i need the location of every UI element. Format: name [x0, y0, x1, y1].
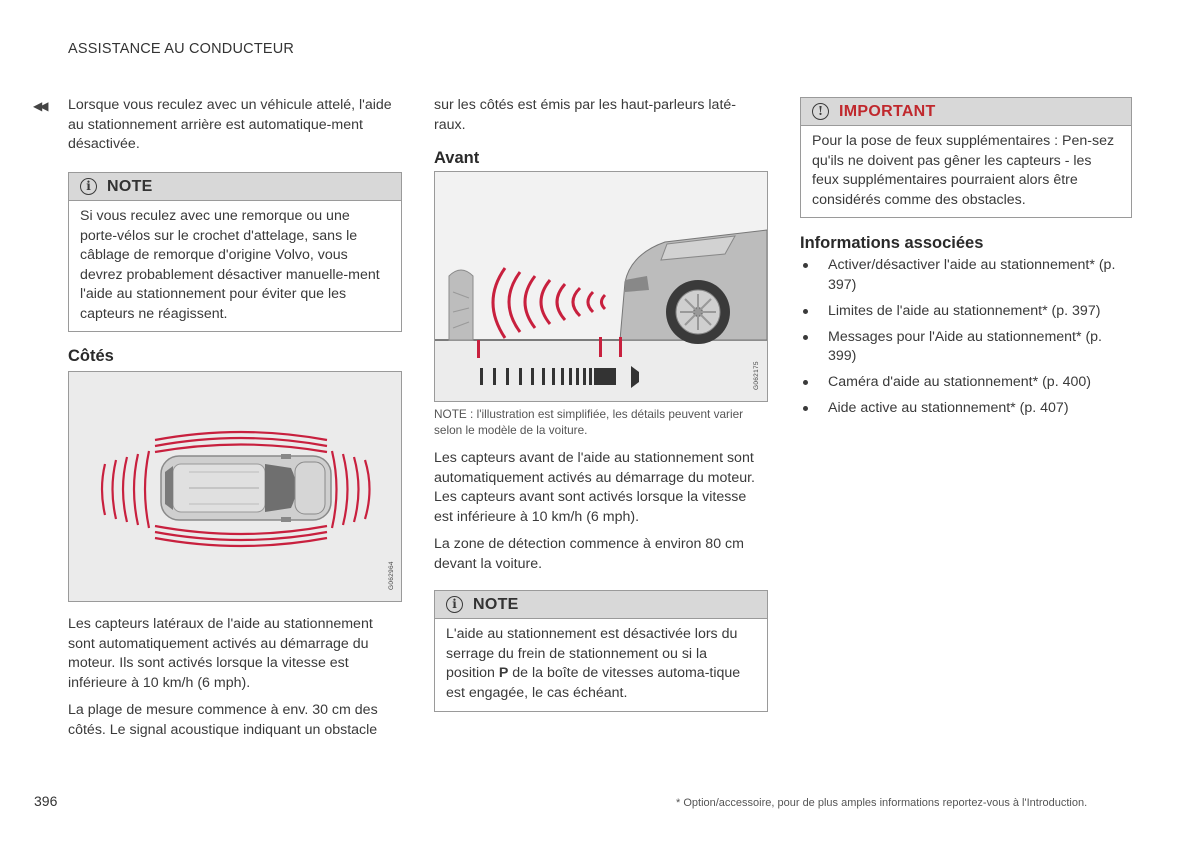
related-item[interactable]: Caméra d'aide au stationnement* (p. 400) [800, 373, 1130, 393]
note-header [69, 173, 401, 201]
note-title: NOTE [473, 595, 519, 613]
note-box-2 [434, 590, 768, 712]
note-text-after: de la boîte de vitesses automa-tique est engagée, le cas échéant. [446, 665, 741, 701]
figure-code: G062964 [388, 561, 395, 590]
heading-avant: Avant [434, 149, 480, 167]
back-arrows-icon: ◀◀ [33, 99, 46, 113]
info-icon: i [446, 596, 463, 613]
column-1 [68, 96, 400, 155]
column-2 [434, 96, 766, 135]
gear-position-p: P [498, 665, 509, 681]
side-sensors-paragraph: Les capteurs latéraux de l'aide au stationnement sont automatiquement activés au démarrage du moteur. Ils sont activés lorsque la vitesse est inférieure à 10 km/h (6 mph). [68, 616, 373, 691]
intro-paragraph: Lorsque vous reculez avec un véhicule attelé, l'aide au stationnement arrière est automatique-ment désactivée. [68, 97, 392, 152]
side-range-paragraph: La plage de mesure commence à env. 30 cm des côtés. Le signal acoustique indiquant un obstacle [68, 702, 378, 738]
figure-front-sensors [434, 171, 768, 402]
related-heading: Informations associées [800, 234, 984, 252]
section-header: ASSISTANCE AU CONDUCTEUR [68, 41, 295, 57]
heading-cotes: Côtés [68, 347, 114, 365]
note-title: NOTE [107, 177, 153, 195]
side-sensors-illustration [69, 372, 401, 601]
related-list [800, 256, 1130, 425]
important-box [800, 97, 1132, 218]
related-item[interactable]: Aide active au stationnement* (p. 407) [800, 399, 1130, 419]
important-title: IMPORTANT [839, 102, 936, 120]
front-range-paragraph: La zone de détection commence à environ 80 cm devant la voiture. [434, 536, 744, 572]
figure-caption: NOTE : l'illustration est simplifiée, les détails peuvent varier selon le modèle de la voiture. [434, 407, 744, 437]
page-number: 396 [34, 793, 58, 809]
front-sensors-paragraph: Les capteurs avant de l'aide au stationnement sont automatiquement activés au démarrage du moteur. Les capteurs avant sont activés lorsque la vitesse est inférieure à 10 km/h (6 mph). [434, 450, 755, 525]
warning-icon: ! [812, 103, 829, 120]
note-text-before: L'aide au stationnement est désactivée lors du serrage du frein de stationnement ou si la position [446, 626, 738, 681]
related-item[interactable]: Limites de l'aide au stationnement* (p. 397) [800, 302, 1130, 322]
info-icon: i [80, 178, 97, 195]
related-item[interactable]: Activer/désactiver l'aide au stationnement* (p. 397) [800, 256, 1130, 295]
column-2-lower [434, 406, 766, 574]
important-header [801, 98, 1131, 126]
front-sensors-illustration [435, 172, 767, 401]
continuation-paragraph: sur les côtés est émis par les haut-parleurs laté-raux. [434, 97, 737, 133]
related-item[interactable]: Messages pour l'Aide au stationnement* (p. 399) [800, 328, 1130, 367]
note-header [435, 591, 767, 619]
important-body: Pour la pose de feux supplémentaires : Pen-sez qu'ils ne doivent pas gêner les capteurs - les feux supplémentaires pourraient alors être considérés comme des obstacles. [812, 133, 1115, 208]
note-box-1 [68, 172, 402, 332]
footnote: * Option/accessoire, pour de plus amples informations reportez-vous à l'Introduction. [676, 797, 1088, 809]
column-1-lower [68, 615, 402, 740]
figure-side-sensors [68, 371, 402, 602]
figure-code: G062175 [753, 361, 760, 390]
note-body: Si vous reculez avec une remorque ou une porte-vélos sur le crochet d'attelage, sans le câblage de remorque d'origine Volvo, vous devrez probablement désactiver manuelle-ment l'aide au stationnement pour éviter que les capteurs ne réagissent. [80, 208, 380, 322]
note-body [435, 619, 767, 711]
